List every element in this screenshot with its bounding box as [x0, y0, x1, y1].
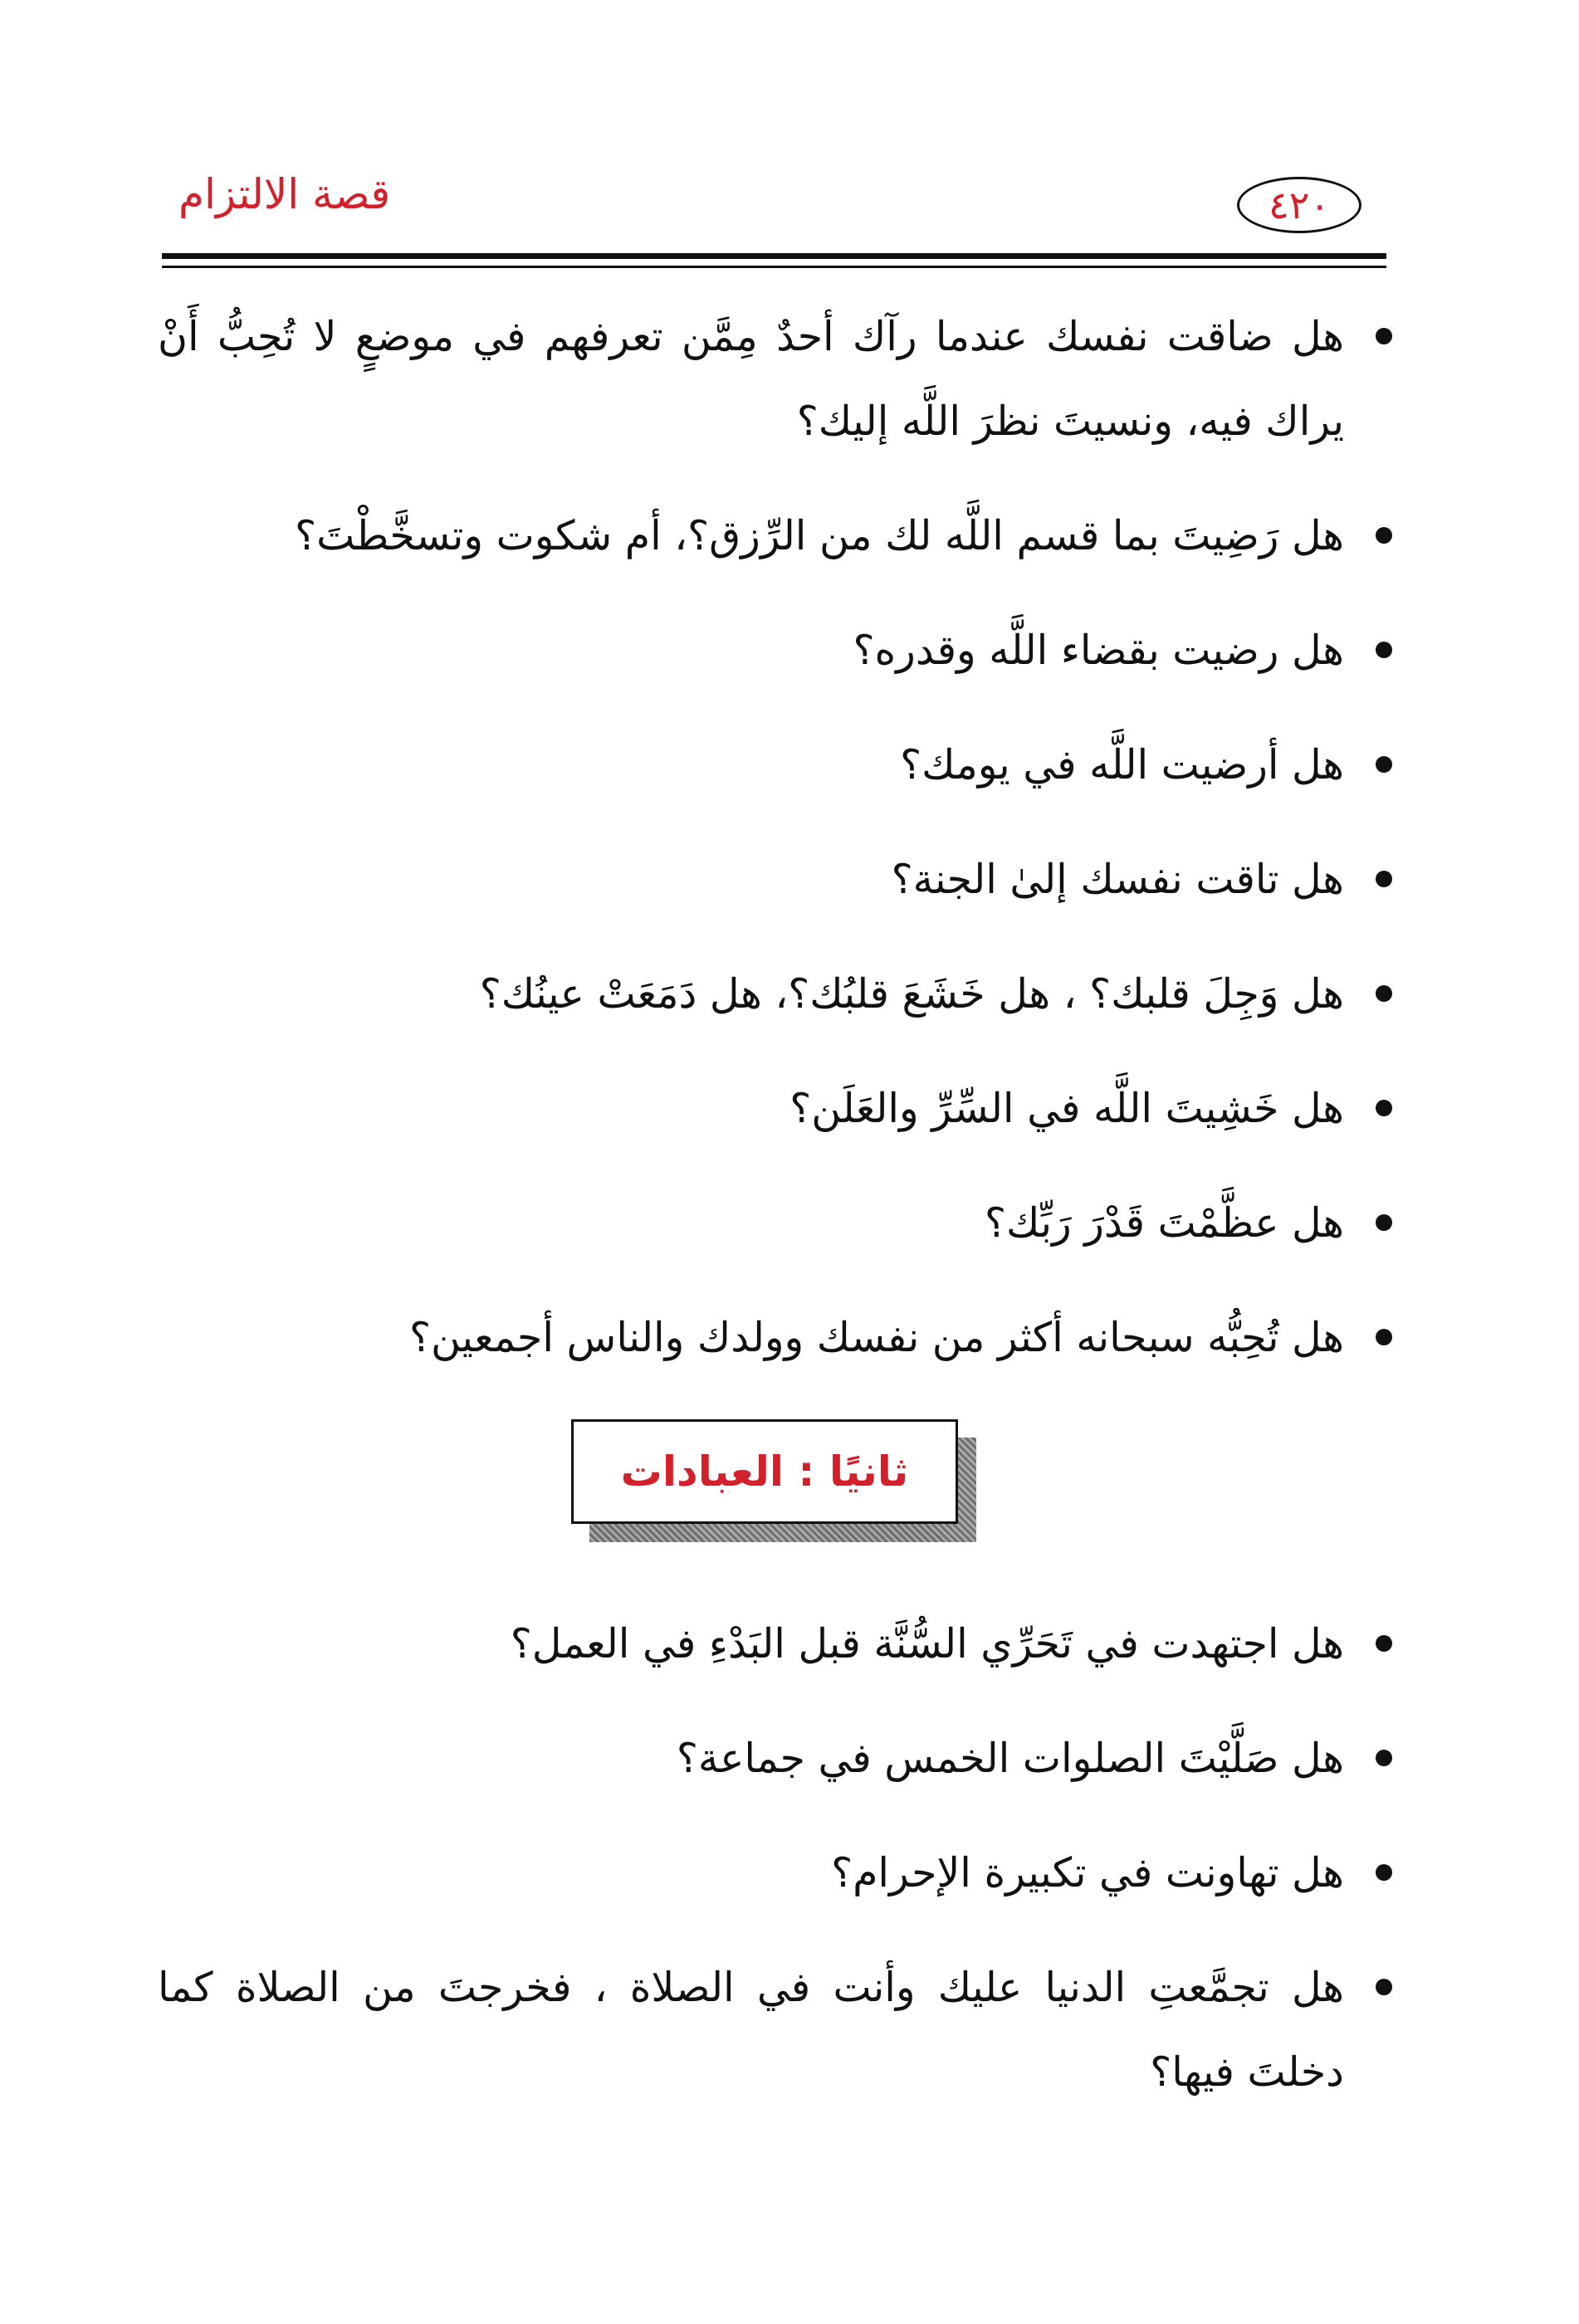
list-item	[158, 952, 1392, 1037]
bullet-icon	[1376, 1979, 1392, 1995]
list-item-text: هل اجتهدت في تَحَرِّي السُّنَّة قبل البَدْءِ في العمل؟	[510, 1620, 1344, 1667]
list-item	[158, 1602, 1392, 1687]
list-item	[158, 608, 1392, 693]
bullet-icon	[1376, 1100, 1392, 1116]
list-item-text: هل عظَّمْتَ قَدْرَ رَبِّك؟	[985, 1199, 1344, 1247]
list-item-text: هل تُحِبُّه سبحانه أكثر من نفسك وولدك والناس أجمعين؟	[409, 1314, 1344, 1361]
question-list-one	[158, 295, 1392, 1380]
list-item	[158, 1946, 1392, 2115]
bullet-icon	[1376, 1864, 1392, 1881]
list-item	[158, 1716, 1392, 1801]
header-rule-thin	[162, 266, 1386, 268]
list-item	[158, 1067, 1392, 1151]
list-item	[158, 723, 1392, 808]
bullet-icon	[1376, 1750, 1392, 1766]
running-title: قصة الالتزام	[178, 170, 391, 218]
list-item	[158, 1831, 1392, 1916]
bullet-icon	[1376, 527, 1392, 544]
list-item	[158, 494, 1392, 579]
question-list-two	[158, 1602, 1392, 2115]
list-item-text: هل رضيت بقضاء اللَّه وقدره؟	[853, 627, 1344, 674]
page-number: ٤٢٠	[1237, 177, 1361, 233]
bullet-icon	[1376, 1635, 1392, 1652]
list-item-text: هل ضاقت نفسك عندما رآك أحدٌ مِمَّن تعرفهم في موضعٍ لا تُحِبُّ أَنْ يراك فيه، ونسيتَ نظرَ اللَّه إليك؟	[158, 313, 1344, 445]
list-item-text: هل تجمَّعتِ الدنيا عليك وأنت في الصلاة ، فخرجتَ من الصلاة كما دخلتَ فيها؟	[158, 1964, 1344, 2096]
header-rule-thick	[162, 253, 1386, 259]
list-item	[158, 837, 1392, 922]
list-item	[158, 1296, 1392, 1380]
list-item-text: هل رَضِيتَ بما قسم اللَّه لك من الرِّزق؟، أم شكوت وتسخَّطْتَ؟	[295, 512, 1344, 559]
list-item-text: هل صَلَّيْتَ الصلوات الخمس في جماعة؟	[676, 1735, 1344, 1782]
bullet-icon	[1376, 871, 1392, 887]
list-item-text: هل خَشِيتَ اللَّه في السِّرِّ والعَلَن؟	[790, 1085, 1344, 1132]
bullet-icon	[1376, 985, 1392, 1002]
list-item	[158, 1181, 1392, 1266]
list-item-text: هل تاقت نفسك إلىٰ الجنة؟	[891, 856, 1344, 903]
list-item-text: هل أرضيت اللَّه في يومك؟	[900, 741, 1344, 788]
bullet-icon	[1376, 1214, 1392, 1231]
page-header	[162, 162, 1386, 253]
section-heading-box	[571, 1419, 978, 1544]
list-item-text: هل وَجِلَ قلبك؟ ، هل خَشَعَ قلبُك؟، هل دَمَعَتْ عينُك؟	[479, 970, 1344, 1018]
bullet-icon	[1376, 1329, 1392, 1345]
bullet-icon	[1376, 756, 1392, 773]
bullet-icon	[1376, 328, 1392, 344]
list-item-text: هل تهاونت في تكبيرة الإحرام؟	[831, 1849, 1344, 1897]
bullet-icon	[1376, 642, 1392, 658]
section-heading: ثانيًا : العبادات	[571, 1419, 958, 1524]
list-item	[158, 295, 1392, 464]
